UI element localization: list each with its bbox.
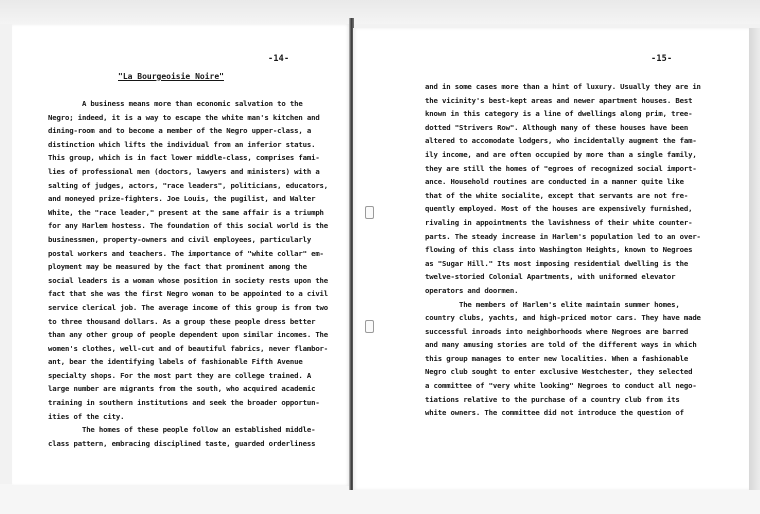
- text-line: The homes of these people follow an established middle-: [48, 425, 316, 435]
- text-line: altered to accomodate lodgers, who incidentally augment the fam-: [425, 136, 697, 146]
- text-line: women's clothes, well-cut and of beautiful fabrics, never flambor-: [48, 343, 329, 353]
- page-number-15: -15-: [651, 54, 673, 64]
- text-line: The members of Harlem's elite maintain summer homes,: [425, 299, 680, 309]
- text-line: and moneyed prize-fighters. Joe Louis, the pugilist, and Walter: [48, 194, 316, 204]
- text-line: lies of professional men (doctors, lawyers and ministers) with a: [48, 166, 320, 176]
- text-line: White, the "race leader," present at the same affair is a triumph: [48, 207, 324, 217]
- binder-clip-mark: [365, 320, 374, 333]
- text-line: as "Sugar Hill." Its most imposing residential dwelling is the: [425, 258, 689, 268]
- text-line: and many amusing stories are told of the different ways in which: [425, 340, 697, 350]
- text-line: fact that she was the first Negro woman to be appointed to a civil: [48, 289, 329, 299]
- text-line: flowing of this class into Washington Heights, known to Negroes: [425, 245, 693, 255]
- text-line: ant, bear the identifying labels of fashionable Fifth Avenue: [48, 357, 303, 367]
- text-line: Negro; indeed, it is a way to escape the white man's kitchen and: [48, 112, 320, 122]
- text-line: for any Harlem hostess. The foundation of this social world is the: [48, 221, 329, 231]
- text-line: twelve-storied Colonial Apartments, with uniformed elevator: [425, 272, 676, 282]
- text-line: postal workers and teachers. The importance of "white collar" em-: [48, 248, 324, 258]
- text-line: the vicinity's best-kept areas and newer apartment houses. Best: [425, 95, 693, 105]
- text-line: and in some cases more than a hint of luxury. Usually they are in: [425, 82, 701, 91]
- text-line: known in this category is a line of dwellings along prim, tree-: [425, 109, 693, 119]
- text-line: Negro club sought to enter exclusive Westchester, they selected: [425, 367, 693, 377]
- text-line: businessmen, property-owners and civil employees, particularly: [48, 234, 312, 244]
- binder-clip-mark: [365, 206, 374, 219]
- text-line: ance. Household routines are conducted in a manner quite like: [425, 177, 684, 187]
- text-line: country clubs, yachts, and high-priced motor cars. They have made: [425, 313, 701, 323]
- text-line: salting of judges, actors, "race leaders", politicians, educators,: [48, 180, 329, 190]
- right-page-text: [425, 80, 701, 420]
- text-line: that of the white socialite, except that servants are not fre-: [425, 190, 689, 200]
- text-line: dotted "Strivers Row". Although many of these houses have been: [425, 122, 689, 132]
- text-line: than any other group of people dependent upon similar incomes. The: [48, 330, 329, 340]
- text-line: A business means more than economic salvation to the: [48, 99, 303, 108]
- text-line: class pattern, embracing disciplined taste, guarded orderliness: [48, 438, 316, 448]
- text-line: specialty shops. For the most part they are college trained. A: [48, 370, 312, 380]
- right-page-edge: [749, 28, 760, 490]
- text-line: quently employed. Most of the houses are expensively furnished,: [425, 204, 693, 214]
- text-line: dining-room and to become a member of the Negro upper-class, a: [48, 126, 312, 136]
- text-line: they are still the homes of "egroes of recognized social import-: [425, 163, 697, 173]
- text-line: this group manages to enter new localities. When a fashionable: [425, 353, 689, 363]
- left-page-text: [48, 97, 328, 450]
- text-line: service clerical job. The average income of this group is from two: [48, 302, 329, 312]
- text-line: operators and doormen.: [425, 285, 519, 295]
- section-heading-text: "La Bourgeoisie Noire": [118, 72, 224, 81]
- page-number-14: -14-: [268, 54, 290, 64]
- text-line: tiations relative to the purchase of a country club from its: [425, 394, 680, 404]
- text-line: ployment may be measured by the fact that prominent among the: [48, 262, 307, 272]
- section-heading: [118, 72, 224, 81]
- text-line: This group, which is in fact lower middle-class, comprises fami-: [48, 153, 320, 163]
- text-line: social leaders is a woman whose position in society rests upon the: [48, 275, 329, 285]
- right-page: [353, 28, 749, 490]
- text-line: training in southern institutions and seek the broader opportun-: [48, 398, 320, 408]
- top-margin: [0, 0, 760, 24]
- text-line: large number are migrants from the south, who acquired academic: [48, 384, 316, 394]
- text-line: parts. The steady increase in Harlem's population led to an over-: [425, 231, 701, 241]
- text-line: successful inroads into neighborhoods where Negroes are barred: [425, 326, 689, 336]
- text-line: ities of the city.: [48, 411, 125, 421]
- text-line: a committee of "very white looking" Negroes to conduct all nego-: [425, 381, 697, 391]
- left-page: [12, 24, 350, 486]
- text-line: distinction which lifts the individual from an inferior status.: [48, 139, 316, 149]
- text-line: to three thousand dollars. As a group these people dress better: [48, 316, 316, 326]
- text-line: ily income, and are often occupied by more than a single family,: [425, 149, 697, 159]
- text-line: rivaling in appointments the lavishness of their white counter-: [425, 217, 693, 227]
- text-line: white owners. The committee did not introduce the question of: [425, 408, 684, 418]
